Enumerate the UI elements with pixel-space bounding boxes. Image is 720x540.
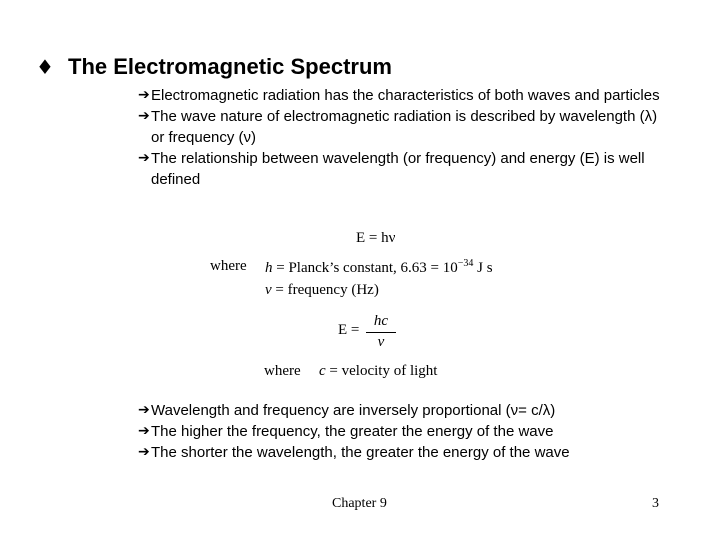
slide-title-row: [36, 54, 392, 80]
equation-velocity: [319, 363, 437, 380]
right-arrow-icon: ➔: [138, 87, 150, 103]
page-number: 3: [652, 496, 659, 511]
frequency-definition: = frequency (Hz): [275, 282, 379, 298]
bullet-text: Electromagnetic radiation has the characteristics of both waves and particles: [151, 87, 660, 104]
right-arrow-icon: ➔: [138, 444, 150, 460]
diamond-bullet-icon: ♦: [36, 55, 54, 79]
velocity-definition: = velocity of light: [329, 363, 438, 379]
list-item: [139, 400, 669, 421]
list-item: [139, 421, 669, 442]
right-arrow-icon: ➔: [138, 150, 150, 166]
h-symbol: h: [265, 260, 273, 276]
list-item: [139, 148, 669, 190]
bullet-list-bottom: [139, 400, 669, 463]
bullet-text: Wavelength and frequency are inversely proportional (ν= c/λ): [151, 402, 556, 419]
right-arrow-icon: ➔: [138, 423, 150, 439]
bullet-list-top: [139, 85, 669, 190]
bullet-text: The higher the frequency, the greater the energy of the wave: [151, 423, 554, 440]
fraction-numerator: hc: [373, 313, 389, 329]
equation-planck: [265, 258, 493, 277]
fraction-denominator: ν: [377, 334, 385, 350]
bullet-text: The relationship between wavelength (or frequency) and energy (E) is well defined: [151, 150, 645, 188]
equation-frequency: [265, 282, 379, 299]
list-item: [139, 442, 669, 463]
bullet-text: The shorter the wavelength, the greater the energy of the wave: [151, 444, 570, 461]
equation-e-frac-lhs: E =: [338, 322, 360, 338]
planck-exponent: −34: [457, 258, 474, 269]
nu-symbol: ν: [265, 282, 272, 298]
planck-units: J s: [477, 260, 493, 276]
right-arrow-icon: ➔: [138, 108, 150, 124]
where-label-2: where: [264, 363, 301, 379]
equation-e-hv: E = hν: [356, 230, 396, 246]
fraction-bar: [366, 332, 396, 333]
where-label-1: where: [210, 258, 247, 274]
planck-definition: = Planck’s constant, 6.63 = 10: [276, 260, 458, 276]
c-symbol: c: [319, 363, 326, 379]
slide-title: The Electromagnetic Spectrum: [68, 54, 392, 79]
footer-chapter: Chapter 9: [332, 496, 387, 511]
list-item: [139, 106, 669, 148]
list-item: [139, 85, 669, 106]
right-arrow-icon: ➔: [138, 402, 150, 418]
bullet-text: The wave nature of electromagnetic radiation is described by wavelength (λ) or frequency (ν): [151, 108, 658, 146]
